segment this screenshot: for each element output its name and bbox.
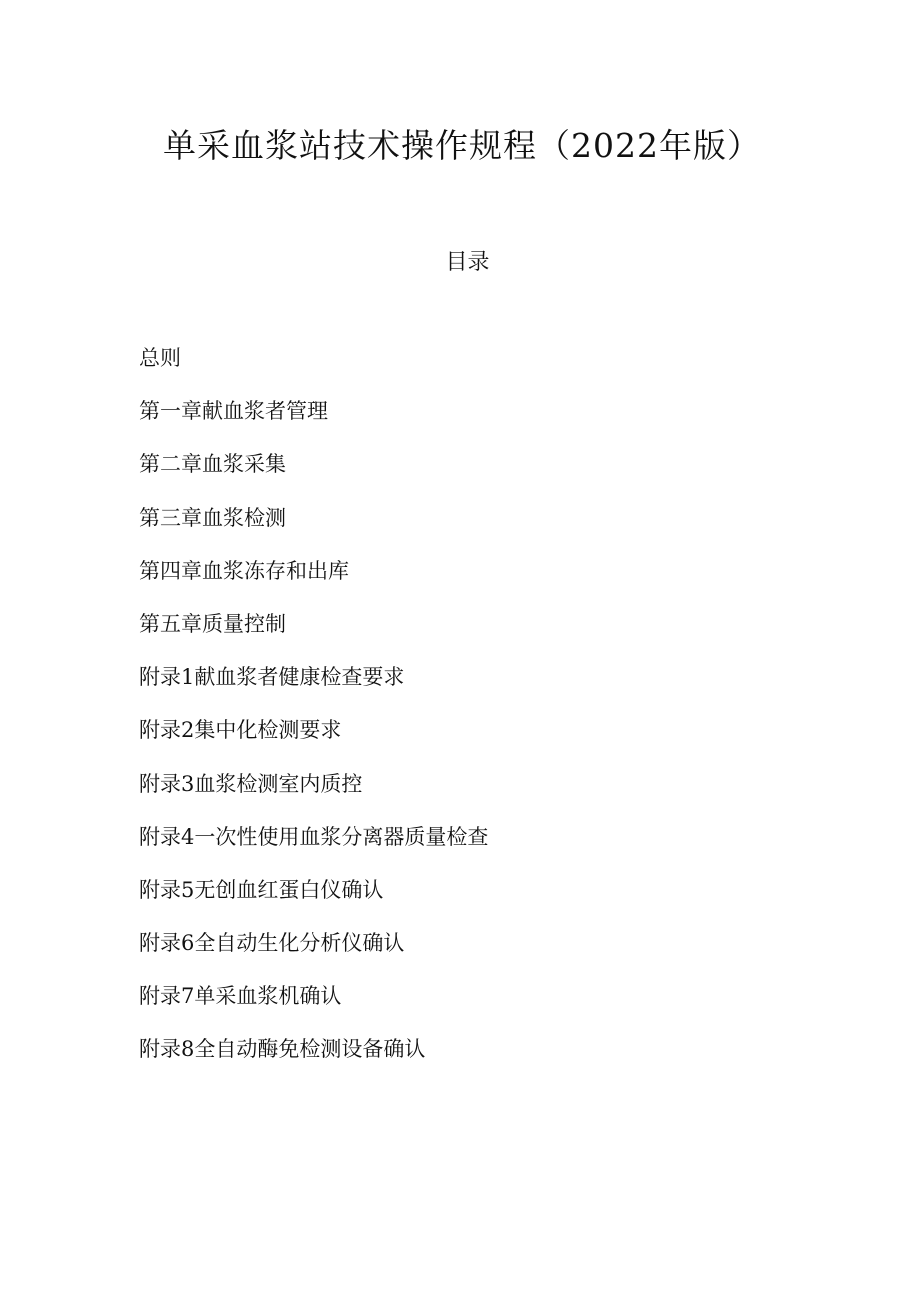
toc-item-appendix-6: 附录6全自动生化分析仪确认 [139, 931, 405, 956]
toc-item-general: 总则 [139, 346, 181, 370]
toc-item-appendix-4: 附录4一次性使用血浆分离器质量检查 [139, 824, 489, 849]
toc-item-chapter-5: 第五章质量控制 [139, 611, 286, 636]
toc-item-appendix-2: 附录2集中化检测要求 [139, 718, 342, 743]
toc-item-chapter-1: 第一章献血浆者管理 [139, 399, 328, 424]
toc-item-appendix-3: 附录3血浆检测室内质控 [139, 771, 363, 796]
toc-heading: 目录 [445, 250, 490, 275]
document-title: 单采血浆站技术操作规程（2022年版） [163, 126, 761, 165]
table-of-contents [139, 343, 488, 1088]
toc-item-appendix-5: 附录5无创血红蛋白仪确认 [139, 877, 384, 902]
toc-item-appendix-7: 附录7单采血浆机确认 [139, 984, 342, 1009]
toc-item-chapter-3: 第三章血浆检测 [139, 505, 286, 530]
toc-item-chapter-4: 第四章血浆冻存和出库 [139, 558, 349, 583]
toc-item-chapter-2: 第二章血浆采集 [139, 452, 286, 477]
toc-item-appendix-8: 附录8全自动酶免检测设备确认 [139, 1037, 426, 1062]
toc-item-appendix-1: 附录1献血浆者健康检查要求 [139, 665, 405, 690]
